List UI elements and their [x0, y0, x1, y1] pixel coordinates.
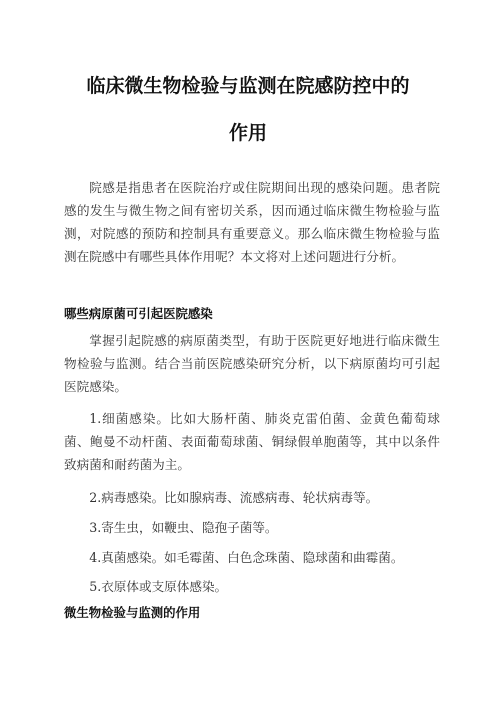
list-item-fungi: 4.真菌感染。如毛霉菌、白色念珠菌、隐球菌和曲霉菌。 — [89, 550, 404, 565]
section1-intro-paragraph: 掌握引起院感的病原菌类型，有助于医院更好地进行临床微生物检验与监测。结合当前医院感染研究分析，以下病原菌均可引起医院感染。 — [64, 333, 440, 394]
list-item-chlamydia: 5.衣原体或支原体感染。 — [89, 579, 228, 594]
list-item-parasite: 3.寄生虫，如鞭虫、隐孢子菌等。 — [89, 520, 278, 535]
section-heading-role: 微生物检验与监测的作用 — [64, 605, 201, 620]
section-heading-pathogens: 哪些病原菌可引起医院感染 — [64, 306, 213, 321]
document-title-line1: 临床微生物检验与监测在院感防控中的 — [86, 75, 410, 97]
document-title-line2: 作用 — [228, 122, 267, 144]
list-item-virus: 2.病毒感染。比如腺病毒、流感病毒、轮状病毒等。 — [89, 490, 379, 505]
intro-paragraph: 院感是指患者在医院治疗或住院期间出现的感染问题。患者院感的发生与微生物之间有密切关系，因而通过临床微生物检验与监测，对院感的预防和控制具有重要意义。那么临床微生物检验与监测在院感中有哪些具体作用呢？本文将对上述问题进行分析。 — [64, 180, 440, 264]
list-item-bacteria: 1.细菌感染。比如大肠杆菌、肺炎克雷伯菌、金黄色葡萄球菌、鲍曼不动杆菌、表面葡萄球菌、铜绿假单胞菌等，其中以条件致病菌和耐药菌为主。 — [64, 411, 440, 472]
